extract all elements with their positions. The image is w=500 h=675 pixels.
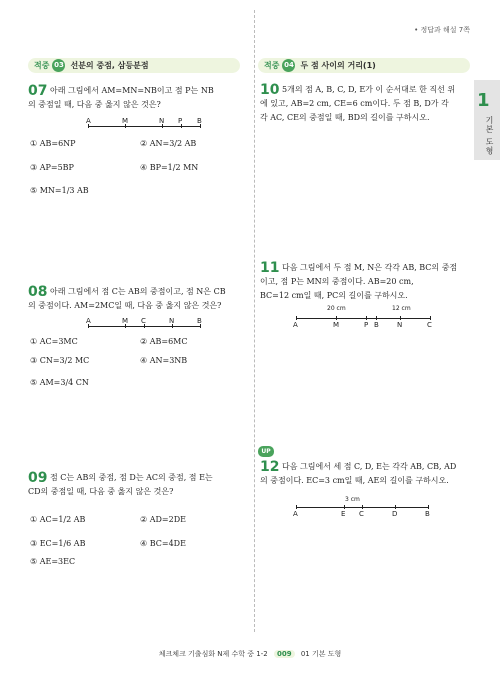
- chapter-number: 1: [477, 90, 490, 111]
- q08-point-label: N: [169, 317, 175, 325]
- q09-option-5[interactable]: ⑤ AE=3EC: [30, 557, 76, 566]
- question-12-line1: 다음 그림에서 세 점 C, D, E는 각각 AB, CB, AD: [282, 462, 457, 471]
- chapter-title: 기본 도형: [485, 116, 494, 156]
- q08-option-1[interactable]: ① AC=3MC: [30, 337, 78, 346]
- q07-segment: [88, 126, 200, 127]
- q09-option-1[interactable]: ① AC=1/2 AB: [30, 515, 86, 524]
- question-09-line2: CD의 중점일 때, 다음 중 옳지 않은 것은?: [28, 487, 174, 496]
- question-11-line1: 다음 그림에서 두 점 M, N은 각각 AB, BC의 중점: [282, 263, 458, 272]
- q12-point-label: B: [425, 510, 430, 518]
- q11-tick: [430, 316, 431, 320]
- q11-point-label: M: [333, 321, 340, 329]
- q07-point-label: P: [178, 117, 183, 125]
- section-tag: 적중: [264, 61, 280, 70]
- question-number-10: 10: [260, 82, 280, 98]
- q11-tick: [336, 316, 337, 320]
- question-10-line2: 에 있고, AB=2 cm, CE=6 cm이다. 두 점 B, D가 각: [260, 99, 449, 108]
- q11-point-label: B: [374, 321, 379, 329]
- q09-option-3[interactable]: ③ EC=1/6 AB: [30, 539, 86, 548]
- q12-tick: [296, 505, 297, 509]
- q09-option-4[interactable]: ④ BC=4DE: [140, 539, 186, 548]
- up-difficulty-badge: UP: [258, 446, 274, 457]
- q09-option-2[interactable]: ② AD=2DE: [140, 515, 186, 524]
- question-09-line1: 점 C는 AB의 중점, 점 D는 AC의 중점, 점 E는: [50, 473, 213, 482]
- q11-point-label: C: [427, 321, 432, 329]
- question-number-12: 12: [260, 459, 280, 475]
- q12-point-label: A: [293, 510, 298, 518]
- q08-option-5[interactable]: ⑤ AM=3/4 CN: [30, 378, 89, 387]
- question-07-line1: 아래 그림에서 AM=MN=NB이고 점 P는 NB: [50, 86, 214, 95]
- q12-point-label: E: [341, 510, 346, 518]
- q07-point-label: N: [159, 117, 165, 125]
- q11-length-ab: 20 cm: [327, 305, 346, 312]
- question-11-line2: 이고, 점 P는 MN의 중점이다. AB=20 cm,: [260, 277, 414, 286]
- question-08-line2: 의 중점이다. AM=2MC일 때, 다음 중 옳지 않은 것은?: [28, 301, 222, 310]
- section-header-left: [28, 58, 240, 73]
- q11-segment: [296, 318, 430, 319]
- q08-point-label: M: [122, 317, 129, 325]
- q08-option-2[interactable]: ② AB=6MC: [140, 337, 188, 346]
- q11-tick: [400, 316, 401, 320]
- q08-option-4[interactable]: ④ AN=3NB: [140, 356, 188, 365]
- q08-point-label: B: [197, 317, 202, 325]
- q12-length-ec: 3 cm: [345, 496, 360, 503]
- q07-option-4[interactable]: ④ BP=1/2 MN: [140, 163, 199, 172]
- question-number-09: 09: [28, 470, 48, 486]
- section-title: 선분의 중점, 삼등분점: [70, 61, 149, 70]
- q12-tick: [428, 505, 429, 509]
- book-title: 체크체크 기출심화 N제 수학 중 1-2: [158, 650, 268, 658]
- q07-point-label: M: [122, 117, 129, 125]
- section-tag: 적중: [34, 61, 50, 70]
- q08-option-3[interactable]: ③ CN=3/2 MC: [30, 356, 90, 365]
- question-number-07: 07: [28, 83, 48, 99]
- page-footer: [0, 649, 500, 659]
- question-12-line2: 의 중점이다. EC=3 cm일 때, AE의 길이를 구하시오.: [260, 476, 449, 485]
- question-number-08: 08: [28, 284, 48, 300]
- section-number-badge: 04: [282, 59, 295, 72]
- q07-option-2[interactable]: ② AN=3/2 AB: [140, 139, 197, 148]
- q12-tick: [362, 505, 363, 509]
- q11-point-label: A: [293, 321, 298, 329]
- q07-option-1[interactable]: ① AB=6NP: [30, 139, 76, 148]
- column-divider: [254, 10, 255, 632]
- q12-tick: [344, 505, 345, 509]
- question-10-line1: 5개의 점 A, B, C, D, E가 이 순서대로 한 직선 위: [282, 85, 456, 94]
- q12-tick: [395, 505, 396, 509]
- question-11-line3: BC=12 cm일 때, PC의 길이를 구하시오.: [260, 291, 408, 300]
- q11-point-label: N: [397, 321, 403, 329]
- q11-point-label: P: [364, 321, 369, 329]
- q12-point-label: C: [359, 510, 364, 518]
- q08-point-label: C: [141, 317, 146, 325]
- unit-title: 01 기본 도형: [300, 650, 342, 658]
- q12-point-label: D: [392, 510, 398, 518]
- q11-tick: [296, 316, 297, 320]
- question-07-line2: 의 중점일 때, 다음 중 옳지 않은 것은?: [28, 100, 161, 109]
- question-number-11: 11: [260, 260, 280, 276]
- section-header-right: [258, 58, 470, 73]
- page-number: 009: [274, 650, 295, 658]
- answer-reference: • 정답과 해설 7쪽: [414, 26, 470, 34]
- q11-length-bc: 12 cm: [392, 305, 411, 312]
- section-number-badge: 03: [52, 59, 65, 72]
- question-10-line3: 각 AC, CE의 중점일 때, BD의 길이를 구하시오.: [260, 113, 430, 122]
- q07-point-label: B: [197, 117, 202, 125]
- question-08-line1: 아래 그림에서 점 C는 AB의 중점이고, 점 N은 CB: [50, 287, 226, 296]
- q07-option-5[interactable]: ⑤ MN=1/3 AB: [30, 186, 89, 195]
- q11-tick: [376, 316, 377, 320]
- q07-option-3[interactable]: ③ AP=5BP: [30, 163, 74, 172]
- section-title: 두 점 사이의 거리(1): [300, 61, 376, 70]
- q11-tick: [366, 316, 367, 320]
- q07-point-label: A: [86, 117, 91, 125]
- q08-point-label: A: [86, 317, 91, 325]
